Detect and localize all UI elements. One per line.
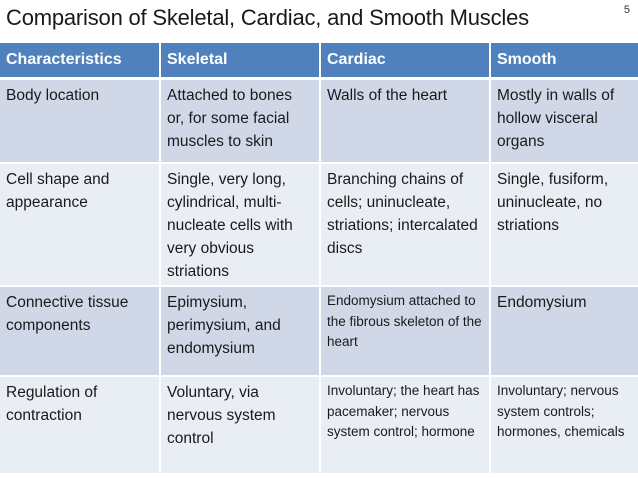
cell-skeletal: Attached to bones or, for some facial muscles to skin (160, 79, 320, 164)
table-row (0, 79, 638, 164)
cell-smooth: Mostly in walls of hollow visceral organs (490, 79, 638, 164)
header-characteristics: Characteristics (0, 43, 160, 79)
table-header-row (0, 43, 638, 79)
cell-skeletal: Single, very long, cylindrical, multi-nucleate cells with very obvious striations (160, 163, 320, 286)
cell-smooth: Involuntary; nervous system controls; hormones, chemicals (490, 376, 638, 474)
table-row (0, 163, 638, 286)
header-skeletal: Skeletal (160, 43, 320, 79)
table-row (0, 376, 638, 474)
cell-skeletal: Voluntary, via nervous system control (160, 376, 320, 474)
cell-cardiac: Branching chains of cells; uninucleate, striations; intercalated discs (320, 163, 490, 286)
slide-number: 5 (623, 4, 630, 16)
cell-characteristic: Cell shape and appearance (0, 163, 160, 286)
cell-smooth: Endomysium (490, 286, 638, 376)
table-row (0, 286, 638, 376)
cell-skeletal: Epimysium, perimysium, and endomysium (160, 286, 320, 376)
cell-cardiac: Endomysium attached to the fibrous skeleton of the heart (320, 286, 490, 376)
cell-characteristic: Regulation of contraction (0, 376, 160, 474)
cell-characteristic: Connective tissue components (0, 286, 160, 376)
cell-cardiac: Involuntary; the heart has pacemaker; nervous system control; hormone (320, 376, 490, 474)
header-smooth: Smooth (490, 43, 638, 79)
header-cardiac: Cardiac (320, 43, 490, 79)
cell-cardiac: Walls of the heart (320, 79, 490, 164)
slide-title: Comparison of Skeletal, Cardiac, and Smooth Muscles (6, 5, 529, 30)
comparison-table (0, 43, 638, 475)
cell-smooth: Single, fusiform, uninucleate, no striations (490, 163, 638, 286)
cell-characteristic: Body location (0, 79, 160, 164)
